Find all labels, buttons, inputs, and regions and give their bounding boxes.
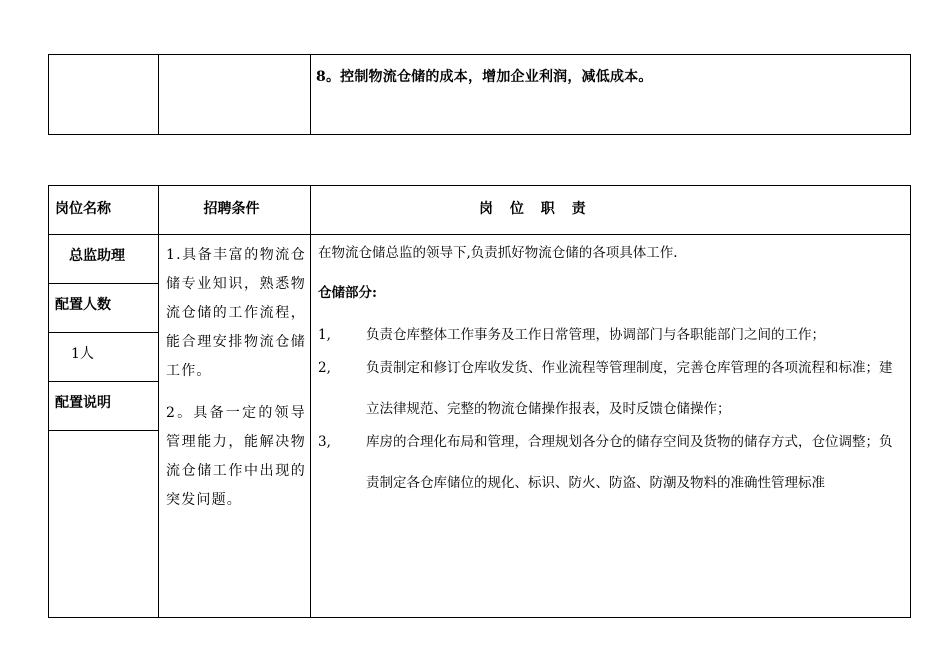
duty-item-number: 2, — [318, 360, 331, 376]
duty-item-number: 1, — [318, 327, 331, 343]
duty-item-text: 负责制定和修订仓库收发货、作业流程等管理制度，完善仓库管理的各项流程和标准；建立法律规范、完整的物流仓储操作报表，及时反馈仓储操作； — [366, 360, 893, 417]
headcount-value: 1人 — [49, 333, 158, 382]
duties-section-title: 仓储部分: — [318, 285, 377, 301]
continuation-empty-cell-2 — [159, 55, 311, 135]
duty-item-text: 库房的合理化布局和管理，合理规划各分仓的储存空间及货物的储存方式，仓位调整；负责制定各仓库储位的规化、标识、防火、防盗、防潮及物料的准确性管理标准 — [366, 434, 893, 491]
left-info-stack — [49, 235, 158, 431]
header-position-name-cell — [49, 186, 159, 235]
requirements-cell — [159, 235, 311, 618]
body-row — [49, 235, 911, 618]
header-requirements-cell — [159, 186, 311, 235]
duty-item — [318, 356, 904, 430]
header-row — [49, 186, 911, 235]
continuation-empty-cell-1 — [49, 55, 159, 135]
header-duties: 岗 位 职 责 — [479, 201, 592, 217]
continuation-row — [49, 55, 911, 135]
header-duties-cell — [311, 186, 911, 235]
duty-item-number: 3, — [318, 434, 331, 450]
continuation-duty-cell — [311, 55, 911, 135]
notes-label: 配置说明 — [49, 382, 158, 431]
duties-content — [311, 235, 910, 504]
continuation-duty-text: 8。控制物流仓储的成本，增加企业利润，减低成本。 — [316, 69, 653, 85]
header-requirements: 招聘条件 — [203, 201, 260, 217]
job-table — [48, 185, 911, 618]
requirement-item: 2。具备一定的领导管理能力，能解决物流仓储工作中出现的突发问题。 — [166, 405, 306, 508]
header-position-name: 岗位名称 — [55, 201, 111, 217]
left-info-cell — [49, 235, 159, 618]
position-title: 总监助理 — [49, 235, 158, 284]
duty-item-text: 负责仓库整体工作事务及工作日常管理，协调部门与各职能部门之间的工作； — [366, 327, 825, 343]
requirements-list — [159, 235, 310, 515]
requirement-item: 1.具备丰富的物流仓储专业知识，熟悉物流仓储的工作流程，能合理安排物流仓储工作。 — [166, 247, 306, 379]
duties-intro: 在物流仓储总监的领导下,负责抓好物流仓储的各项具体工作. — [318, 245, 678, 261]
duty-item — [318, 430, 904, 504]
headcount-label: 配置人数 — [49, 284, 158, 333]
duties-cell — [311, 235, 911, 618]
continuation-table — [48, 54, 911, 135]
